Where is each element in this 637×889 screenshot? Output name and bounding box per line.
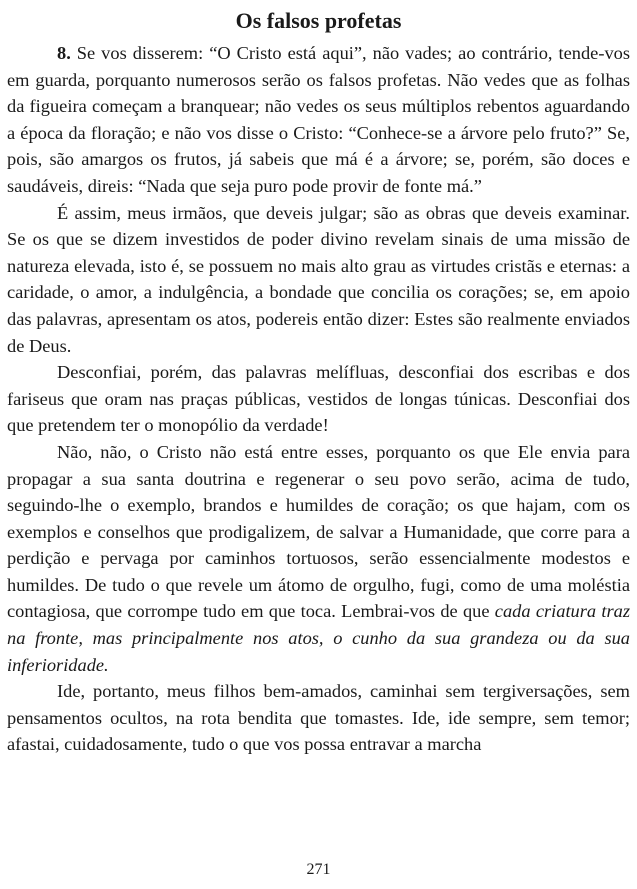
document-page — [7, 0, 630, 889]
body-text — [7, 40, 630, 758]
paragraph-2: É assim, meus irmãos, que deveis julgar; são as obras que deveis examinar. Se os que se dizem investidos de poder divino revelam sinais de uma missão de natureza elevada, isto é, se possuem no mais alto grau as virtudes cristãs e eternas: a caridade, o amor, a indulgência, a bondade que concilia os corações; se, em apoio das palavras, apresentam os atos, podereis então dizer: Estes são realmente enviados de Deus. — [7, 202, 630, 356]
page-title: Os falsos profetas — [235, 8, 402, 33]
paragraph-1-text: Se vos disserem: “O Cristo está aqui”, não vades; ao contrário, tende-vos em guarda, porquanto numerosos serão os falsos profetas. Não vedes que as folhas da figueira começam a branquear; não vedes os seus múltiplos rebentos aguardando a época da floração; e não vos disse o Cristo: “Conhece-se a árvore pelo fruto?” Se, pois, são amargos os frutos, já sabeis que má é a árvore; se, porém, são doces e saudáveis, direis: “Nada que seja puro pode provir de fonte má.” — [7, 43, 630, 196]
paragraph-1 — [7, 40, 630, 200]
paragraph-4 — [7, 439, 630, 678]
paragraph-4-italic: cada criatura traz na fronte, mas principalmente nos atos, o cunho da sua grandeza ou da sua inferioridade. — [7, 601, 630, 675]
paragraph-4-text: Não, não, o Cristo não está entre esses, porquanto os que Ele envia para propagar a sua santa doutrina e regenerar o seu povo serão, acima de tudo, seguindo-lhe o exemplo, brandos e humildes de coração; os que hajam, com os exemplos e conselhos que prodigalizem, de salvar a Humanidade, que corre para a perdição e pervaga por caminhos tortuosos, serão essencialmente modestos e humildes. De tudo o que revele um átomo de orgulho, fugi, como de uma moléstia contagiosa, que corrompe tudo em que toca. Lembrai-vos de que — [7, 441, 630, 622]
paragraph-3: Desconfiai, porém, das palavras melífluas, desconfiai dos escribas e dos fariseus que oram nas praças públicas, vestidos de longas túnicas. Desconfiai dos que pretendem ter o monopólio da verdade! — [7, 362, 630, 436]
page-number: 271 — [306, 861, 331, 878]
paragraph-5: Ide, portanto, meus filhos bem-amados, caminhai sem tergiversações, sem pensamentos ocultos, na rota bendita que tomastes. Ide, ide sempre, sem temor; afastai, cuidadosamente, tudo o que vos possa entravar a marcha — [7, 681, 630, 755]
item-number: 8. — [57, 43, 71, 63]
